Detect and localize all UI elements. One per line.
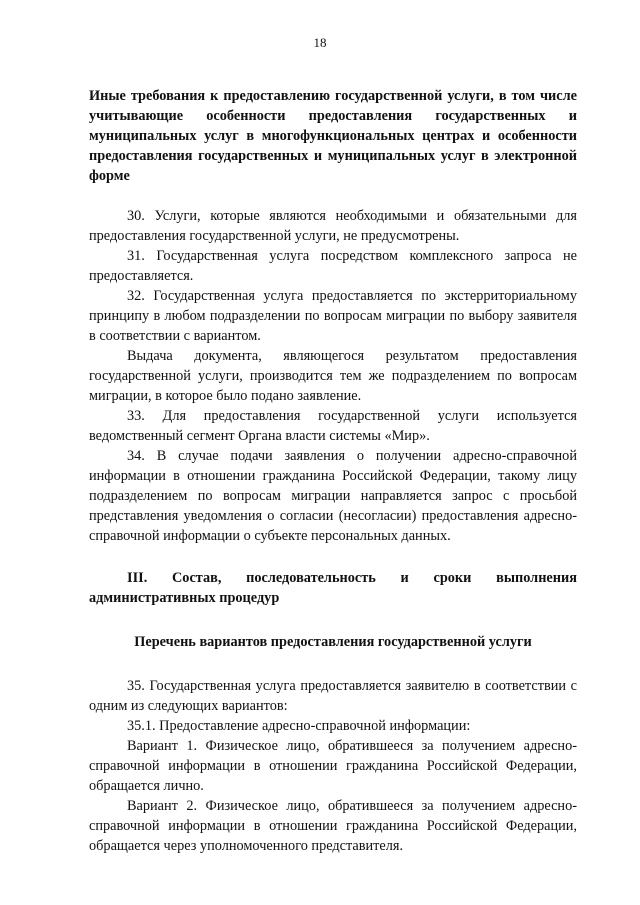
paragraph-35: 35. Государственная услуга предоставляется заявителю в соответствии с одним из следующих вариантов: <box>89 678 577 714</box>
paragraph-31: 31. Государственная услуга посредством комплексного запроса не предоставляется. <box>89 248 577 284</box>
paragraph-variant-1: Вариант 1. Физическое лицо, обратившееся за получением адресно-справочной информации в отношении гражданина Российской Федерации, обращается лично. <box>89 738 577 794</box>
section-heading-iii: III. Состав, последовательность и сроки выполнения административных процедур <box>89 570 577 606</box>
paragraph-variant-2: Вариант 2. Физическое лицо, обратившееся за получением адресно-справочной информации в отношении гражданина Российской Федерации, обращается через уполномоченного представителя. <box>89 798 577 854</box>
page-number: 18 <box>313 35 327 50</box>
paragraph-33: 33. Для предоставления государственной услуги используется ведомственный сегмент Органа власти системы «Мир». <box>89 408 577 444</box>
subheading-variants-list: Перечень вариантов предоставления государственной услуги <box>134 634 532 650</box>
paragraph-30: 30. Услуги, которые являются необходимыми и обязательными для предоставления государственной услуги, не предусмотрены. <box>89 208 577 244</box>
document-body <box>89 86 577 856</box>
paragraph-issuance: Выдача документа, являющегося результатом предоставления государственной услуги, производится тем же подразделением по вопросам миграции, в которое было подано заявление. <box>89 348 577 404</box>
paragraph-32: 32. Государственная услуга предоставляется по экстерриториальному принципу в любом подразделении по вопросам миграции по выбору заявителя в соответствии с вариантом. <box>89 288 577 344</box>
section-heading-other-requirements: Иные требования к предоставлению государственной услуги, в том числе учитывающие особенности предоставления государственных и муниципальных услуг в многофункциональных центрах и особенности предоставления государственных и муниципальных услуг в электронной форме <box>89 88 577 184</box>
paragraph-34: 34. В случае подачи заявления о получении адресно-справочной информации в отношении гражданина Российской Федерации, такому лицу подразделением по вопросам миграции направляется запрос с просьбой представления уведомления о согласии (несогласии) предоставления адресно-справочной информации о субъекте персональных данных. <box>89 448 577 544</box>
paragraph-35-1: 35.1. Предоставление адресно-справочной информации: <box>127 718 471 734</box>
